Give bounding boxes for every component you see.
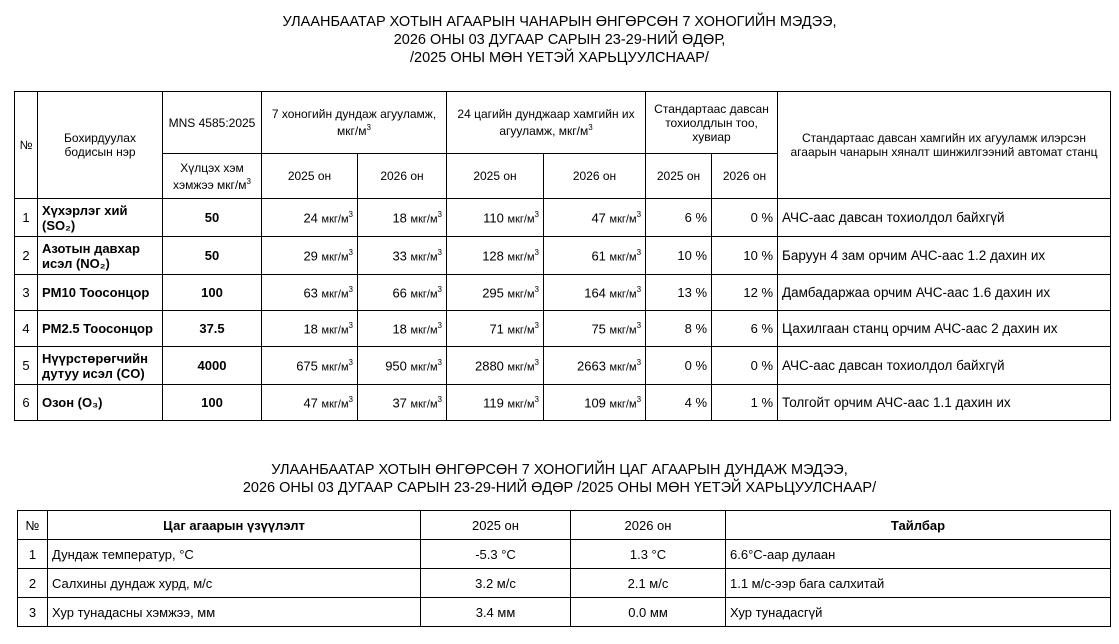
note: 6.6°С-аар дулаан: [726, 540, 1111, 569]
header-daily: 24 цагийн дунджаар хамгийн их агууламж, мкг/$м^3$: [447, 92, 646, 154]
exceed-2025: 0 %: [646, 347, 712, 385]
air-quality-table: [14, 91, 1111, 421]
pollutant-name: Нүүрстөрөгчийн дутуу исэл (CO): [38, 347, 163, 385]
daily-max-2025: 295 мкг/$м^3$: [447, 275, 544, 311]
weekly-2026: 18 мкг/$м^3$: [358, 311, 447, 347]
weather-table: [17, 510, 1111, 627]
header-2025: 2025 он: [421, 511, 571, 540]
station: Дамбадаржаа орчим АЧС-аас 1.6 дахин их: [778, 275, 1111, 311]
limit-value: 100: [163, 385, 262, 421]
daily-max-2026: 2663 мкг/$м^3$: [544, 347, 646, 385]
limit-value: 50: [163, 199, 262, 237]
value-2026: 2.1 м/с: [571, 569, 726, 598]
row-no: 3: [15, 275, 38, 311]
weekly-2026: 66 мкг/$м^3$: [358, 275, 447, 311]
header-d2026: 2026 он: [544, 154, 646, 199]
pollutant-name: Азотын давхар исэл (NO₂): [38, 237, 163, 275]
weather-title: [0, 461, 1119, 497]
daily-max-2026: 164 мкг/$м^3$: [544, 275, 646, 311]
weekly-2025: 24 мкг/$м^3$: [262, 199, 358, 237]
row-no: 2: [18, 569, 48, 598]
header-e2025: 2025 он: [646, 154, 712, 199]
table-row: [18, 598, 1111, 627]
exceed-2026: 12 %: [712, 275, 778, 311]
limit-value: 100: [163, 275, 262, 311]
pollutant-name: Хүхэрлэг хий (SO₂): [38, 199, 163, 237]
row-no: 3: [18, 598, 48, 627]
daily-max-2025: 119 мкг/$м^3$: [447, 385, 544, 421]
pollutant-name: PM10 Тоосонцор: [38, 275, 163, 311]
daily-max-2026: 47 мкг/$м^3$: [544, 199, 646, 237]
exceed-2025: 6 %: [646, 199, 712, 237]
row-no: 6: [15, 385, 38, 421]
table-row: [18, 569, 1111, 598]
daily-max-2025: 128 мкг/$м^3$: [447, 237, 544, 275]
table-row: [15, 275, 1111, 311]
row-no: 5: [15, 347, 38, 385]
note: 1.1 м/с-ээр бага салхитай: [726, 569, 1111, 598]
header-w2025: 2025 он: [262, 154, 358, 199]
value-2025: -5.3 °С: [421, 540, 571, 569]
weekly-2026: 18 мкг/$м^3$: [358, 199, 447, 237]
station: Толгойт орчим АЧС-аас 1.1 дахин их: [778, 385, 1111, 421]
limit-value: 37.5: [163, 311, 262, 347]
title-line: УЛААНБААТАР ХОТЫН АГААРЫН ЧАНАРЫН ӨНГӨРСӨН 7 ХОНОГИЙН МЭДЭЭ,: [282, 14, 837, 30]
row-no: 2: [15, 237, 38, 275]
row-no: 4: [15, 311, 38, 347]
header-d2025: 2025 он: [447, 154, 544, 199]
daily-max-2026: 109 мкг/$м^3$: [544, 385, 646, 421]
indicator: Салхины дундаж хурд, м/с: [48, 569, 421, 598]
header-no: №: [18, 511, 48, 540]
daily-max-2026: 61 мкг/$м^3$: [544, 237, 646, 275]
weekly-2026: 33 мкг/$м^3$: [358, 237, 447, 275]
daily-max-2025: 110 мкг/$м^3$: [447, 199, 544, 237]
indicator: Хур тунадасны хэмжээ, мм: [48, 598, 421, 627]
header-w2026: 2026 он: [358, 154, 447, 199]
table-row: [18, 540, 1111, 569]
pollutant-name: PM2.5 Тоосонцор: [38, 311, 163, 347]
daily-max-2025: 71 мкг/$м^3$: [447, 311, 544, 347]
weekly-2025: 63 мкг/$м^3$: [262, 275, 358, 311]
exceed-2026: 1 %: [712, 385, 778, 421]
title-line: УЛААНБААТАР ХОТЫН ӨНГӨРСӨН 7 ХОНОГИЙН ЦАГ АГААРЫН ДУНДАЖ МЭДЭЭ,: [271, 462, 848, 478]
header-2026: 2026 он: [571, 511, 726, 540]
weekly-2026: 950 мкг/$м^3$: [358, 347, 447, 385]
table-row: [15, 237, 1111, 275]
station: Баруун 4 зам орчим АЧС-аас 1.2 дахин их: [778, 237, 1111, 275]
title-line: 2026 ОНЫ 03 ДУГААР САРЫН 23-29-НИЙ ӨДӨР /2025 ОНЫ МӨН ҮЕТЭЙ ХАРЬЦУУЛСНААР/: [242, 480, 877, 496]
header-weekly: 7 хоногийн дундаж агууламж, мкг/$м^3$: [262, 92, 447, 154]
header-exceed: Стандартаас давсан тохиолдлын тоо, хувиар: [646, 92, 778, 154]
table-row: [15, 385, 1111, 421]
daily-max-2025: 2880 мкг/$м^3$: [447, 347, 544, 385]
header-limit: Хүлцэх хэм хэмжээ мкг/$м^3$: [163, 154, 262, 199]
weekly-2025: 47 мкг/$м^3$: [262, 385, 358, 421]
limit-value: 4000: [163, 347, 262, 385]
value-2025: 3.2 м/с: [421, 569, 571, 598]
exceed-2025: 10 %: [646, 237, 712, 275]
header-e2026: 2026 он: [712, 154, 778, 199]
header-note: Тайлбар: [726, 511, 1111, 540]
exceed-2026: 0 %: [712, 199, 778, 237]
exceed-2025: 8 %: [646, 311, 712, 347]
exceed-2026: 10 %: [712, 237, 778, 275]
row-no: 1: [18, 540, 48, 569]
exceed-2026: 0 %: [712, 347, 778, 385]
header-indicator: Цаг агаарын үзүүлэлт: [48, 511, 421, 540]
station: АЧС-аас давсан тохиолдол байхгүй: [778, 347, 1111, 385]
weekly-2025: 675 мкг/$м^3$: [262, 347, 358, 385]
header-no: №: [15, 92, 38, 199]
table-row: [15, 311, 1111, 347]
header-mns: MNS 4585:2025: [163, 92, 262, 154]
weekly-2025: 29 мкг/$м^3$: [262, 237, 358, 275]
table-row: [15, 347, 1111, 385]
exceed-2025: 4 %: [646, 385, 712, 421]
pollutant-name: Озон (O₃): [38, 385, 163, 421]
row-no: 1: [15, 199, 38, 237]
exceed-2026: 6 %: [712, 311, 778, 347]
indicator: Дундаж температур, °С: [48, 540, 421, 569]
station: Цахилгаан станц орчим АЧС-аас 2 дахин их: [778, 311, 1111, 347]
title-line: 2026 ОНЫ 03 ДУГААР САРЫН 23-29-НИЙ ӨДӨР,: [393, 32, 726, 48]
header-station: Стандартаас давсан хамгийн их агууламж илэрсэн агаарын чанарын хяналт шинжилгээний автомат станц: [778, 92, 1111, 199]
header-name: Бохирдуулах бодисын нэр: [38, 92, 163, 199]
value-2026: 0.0 мм: [571, 598, 726, 627]
value-2025: 3.4 мм: [421, 598, 571, 627]
weekly-2026: 37 мкг/$м^3$: [358, 385, 447, 421]
report-title: [0, 13, 1119, 67]
daily-max-2026: 75 мкг/$м^3$: [544, 311, 646, 347]
title-line: /2025 ОНЫ МӨН ҮЕТЭЙ ХАРЬЦУУЛСНААР/: [410, 50, 709, 66]
table-row: [15, 199, 1111, 237]
station: АЧС-аас давсан тохиолдол байхгүй: [778, 199, 1111, 237]
exceed-2025: 13 %: [646, 275, 712, 311]
limit-value: 50: [163, 237, 262, 275]
weekly-2025: 18 мкг/$м^3$: [262, 311, 358, 347]
value-2026: 1.3 °С: [571, 540, 726, 569]
note: Хур тунадасгүй: [726, 598, 1111, 627]
